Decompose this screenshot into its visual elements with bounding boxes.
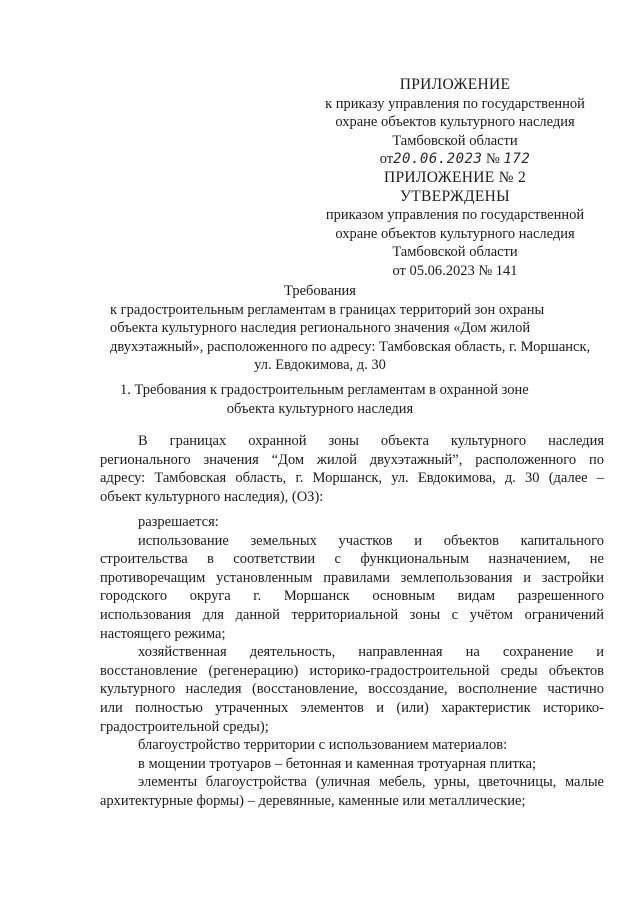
allowed-heading: разрешается: <box>138 514 219 530</box>
approved-ref-line-1: приказом управления по государственной <box>325 207 585 224</box>
order-number-handwritten: 172 <box>503 151 531 168</box>
allowed-p1-line: строительства в соответствии с функциональным назначением, не <box>100 551 604 568</box>
approved-date-number <box>300 262 610 281</box>
allowed-p1-line: настоящего режима; <box>100 625 226 642</box>
document-title <box>110 282 591 375</box>
order-number-prefix: № <box>486 151 500 168</box>
approved-ref-line-2: охране объектов культурного наследия <box>335 225 575 242</box>
allowed-p4: в мощении тротуаров – бетонная и каменная тротуарная плитка; <box>138 755 537 772</box>
allowed-p2-line: восстановление (регенерацию) историко-градостроительной среды объектов <box>100 662 604 679</box>
approved-number: № 141 <box>478 262 518 279</box>
order-ref-line-1: к приказу управления по государственной <box>325 95 585 112</box>
title-line-3: объекта культурного наследия регионального значения «Дом жилой <box>110 320 531 337</box>
order-ref-line-2: охране объектов культурного наследия <box>335 114 575 131</box>
intro-line-4: объект культурного наследия), (ОЗ): <box>100 488 324 505</box>
section-heading-line-2: объекта культурного наследия <box>226 400 414 417</box>
allowed-p1-line: противоречащим установленным правилами землепользования и застройки <box>100 569 604 586</box>
allowed-p2-line: или полностью утраченных элементов и (или) характеристик историко- <box>100 699 604 716</box>
allowed-p5-line: элементы благоустройства (уличная мебель, урны, цветочницы, малые <box>138 774 604 791</box>
allowed-p1-line: использования для данной территориальной зоны с учётом ограничений <box>100 606 604 623</box>
section-heading <box>120 381 529 418</box>
title-line-2: к градостроительным регламентам в границах территорий зон охраны <box>110 301 545 318</box>
approved-title: УТВЕРЖДЕНЫ <box>400 187 510 205</box>
title-line-1: Требования <box>284 283 356 299</box>
allowed-p1-line: городского округа г. Моршанск основным видам разрешенного <box>100 588 604 605</box>
intro-paragraph <box>100 432 604 506</box>
approved-date: от 05.06.2023 <box>392 262 475 279</box>
title-line-4: двухэтажный», расположенного по адресу: Тамбовская область, г. Моршанск, <box>110 338 591 355</box>
order-ref-line-3: Тамбовской области <box>392 132 518 149</box>
intro-line-2: регионального значения “Дом жилой двухэтажный”, расположенного по <box>100 451 604 468</box>
appendix-title: ПРИЛОЖЕНИЕ <box>399 76 511 93</box>
order-date <box>380 151 486 167</box>
order-number <box>486 151 530 167</box>
allowed-p2-line: градостроительной среды); <box>100 718 269 735</box>
appendix2-title: ПРИЛОЖЕНИЕ № 2 <box>383 168 527 186</box>
allowed-section <box>100 513 604 811</box>
order-date-number <box>300 150 610 169</box>
intro-line-3: адресу: Тамбовская область, г. Моршанск, ул. Евдокимова, д. 30 (далее – <box>100 470 604 487</box>
allowed-p2-line: хозяйственная деятельность, направленная на сохранение и <box>138 644 604 661</box>
allowed-p3: благоустройство территории с использованием материалов: <box>138 737 508 754</box>
allowed-p5-line: архитектурные формы) – деревянные, каменные или металлические; <box>100 792 526 809</box>
approved-ref-line-3: Тамбовской области <box>392 244 518 261</box>
order-date-handwritten: 20.06.2023 <box>393 151 483 168</box>
title-line-5: ул. Евдокимова, д. 30 <box>254 357 386 374</box>
intro-line-1: В границах охранной зоны объекта культурного наследия <box>138 433 604 449</box>
allowed-p1-line: использование земельных участков и объектов капитального <box>138 532 604 549</box>
document-header <box>300 76 610 281</box>
section-heading-line-1: 1. Требования к градостроительным регламентам в охранной зоне <box>120 382 529 398</box>
order-date-prefix: от <box>379 151 394 168</box>
allowed-p2-line: культурного наследия (восстановление, воссоздание, восполнение частично <box>100 681 604 698</box>
